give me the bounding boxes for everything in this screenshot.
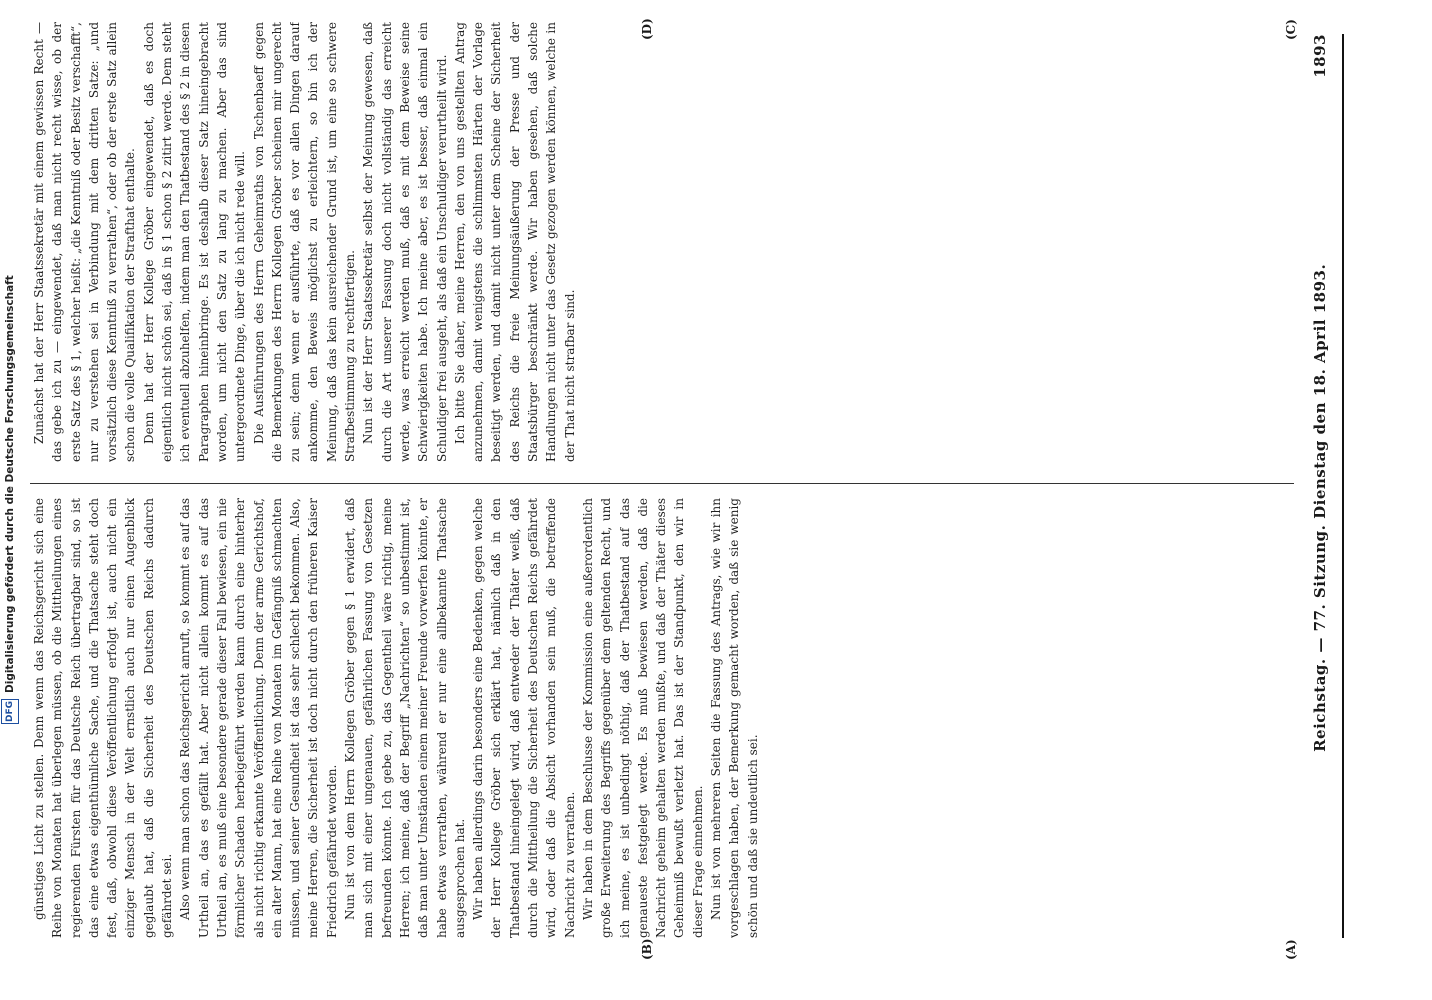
paragraph: Die Ausführungen des Herrn Geheimraths von Tschenbaeff gegen die Bemerkungen des Herrn Kollegen Gröber scheinen mir ungerecht zu sein; denn wenn er ausführte, daß es vor allen Dingen darauf ankomme, den Beweis möglichst zu erleichtern, so bin ich der Meinung, daß das kein ausreichender Grund ist, um eine so schwere Strafbestimmung zu rechtfertigen. (251, 22, 358, 462)
digitization-credit-text: Digitalisierung gefördert durch die Deutsche Forschungsgemeinschaft (4, 275, 16, 694)
left-text-column (30, 498, 1294, 938)
paragraph: Zunächst hat der Herr Staatssekretär mit einem gewissen Recht — das gebe ich zu — eingewendet, daß man nicht recht wisse, ob der erste Satz des § 1, welcher heißt: „die Kenntniß oder Besitz verschafft“, nur zu verstehen sei in Verbindung mit dem dritten Satze: „und vorsätzlich diese Kenntniß zu verrathen“, oder ob der erste Satz allein schon die volle Qualifikation der Strafthat enthalte. (32, 22, 138, 462)
header-rule (1342, 34, 1344, 938)
paragraph: Denn hat der Herr Kollege Gröber eingewendet, daß es doch eigentlich nicht schön sei, daß in § 1 schon § 2 zitirt werde. Dem steht ich eventuell abzuhelfen, indem man den Thatbestand des § 2 in diesen Paragraphen hineinbringe. Es ist deshalb dieser Satz hineingebracht worden, um nicht den Satz zu lang zu machen. Aber das sind untergeordnete Dinge, über die ich nicht rede will. (141, 22, 248, 462)
page-header (1300, 34, 1340, 938)
right-text-column (30, 22, 1294, 462)
margin-marker-c: (C) (1284, 19, 1298, 40)
page-number: 1893 (1311, 34, 1329, 78)
margin-marker-b: (B) (640, 938, 654, 960)
dfg-logo: DFG (1, 699, 19, 724)
paragraph: Wir haben allerdings darin besonders eine Bedenken, gegen welche der Herr Kollege Gröber sich erklärt hat, nämlich daß in den Thatbestand hineingelegt wird, daß entweder der Thäter weiß, daß durch die Mittheilung die Sicherheit des Deutschen Reichs gefährdet wird, oder daß die Absicht vorhanden sein muß, die betreffende Nachricht zu verrathen. (471, 498, 577, 938)
column-divider (30, 483, 1294, 484)
margin-marker-d: (D) (640, 18, 654, 40)
paragraph: günstiges Licht zu stellen. Denn wenn das Reichsgericht sich eine Reihe von Monaten hat überlegen müssen, ob die Mittheilungen eines regierenden Fürsten für das Deutsche Reich übertragbar sind, so ist das eine etwas eigenthümliche Sache, und die Thatsache steht doch fest, daß, obwohl diese Veröffentlichung erfolgt ist, auch nicht ein einziger Mensch in der Welt ernstlich auch nur einen Augenblick geglaubt hat, daß die Sicherheit des Deutschen Reichs dadurch gefährdet sei. (32, 498, 175, 938)
page-header-title: Reichstag. — 77. Sitzung. Dienstag den 18. April 1893. (1311, 263, 1329, 752)
margin-marker-a: (A) (1284, 939, 1298, 960)
paragraph: Also wenn man schon das Reichsgericht anruft, so kommt es auf das Urtheil an, das es gefällt hat. Aber nicht allein kommt es auf das Urtheil an, es muß eine besondere gerade dieser Fall bewiesen, ein nie förmlicher Schaden herbeigeführt werden kann durch eine hinterher als nicht richtig erkannte Veröffentlichung. Denn der arme Gerichtshof, ein alter Mann, hat eine Reihe von Monaten im Gefängniß schmachten müssen, und seiner Gesundheit ist das sehr schlecht bekommen. Also, meine Herren, die Sicherheit ist doch nicht durch den früheren Kaiser Friedrich gefährdet worden. (178, 498, 339, 938)
paragraph: Nun ist von mehreren Seiten die Fassung des Antrags, wie wir ihn vorgeschlagen haben, der Bemerkung gemacht worden, daß sie wenig schön und daß sie undeutlich sei. (708, 498, 760, 938)
paragraph: Nun ist von dem Herrn Kollegen Gröber gegen § 1 erwidert, daß man sich mit einer ungenauen, gefährlichen Fassung von Gesetzen befreunden könnte. Ich gebe zu, das Gegentheil wäre richtig, meine Herren; ich meine, daß der Begriff „Nachrichten“ so unbestimmt ist, daß man unter Umständen einem meiner Freunde vorwerfen könnte, er habe etwas verrathen, während er nur eine allbekannte Thatsache ausgesprochen hat. (343, 498, 467, 938)
paragraph: Ich bitte Sie daher, meine Herren, den von uns gestellten Antrag anzunehmen, damit wenigstens die schlimmsten Härten der Vorlage beseitigt werden, und damit nicht unter dem Scheine der Sicherheit des Reichs die freie Meinungsäußerung der Presse und der Staatsbürger beschränkt werde. Wir haben gesehen, daß solche Handlungen nicht unter das Gesetz gezogen werden können, welche in der That nicht strafbar sind. (452, 22, 577, 462)
paragraph: Wir haben in dem Beschlusse der Kommission eine außerordentlich große Erweiterung des Begriffs gegenüber dem geltenden Recht, und ich meine, es ist unbedingt nöthig, daß der Thatbestand auf das genaueste festgelegt werde. Es muß bewiesen werden, daß die Nachricht geheim gehalten werden mußte, und daß der Thäter dieses Geheimniß bewußt verletzt hat. Das ist der Standpunkt, den wir in dieser Frage einnehmen. (580, 498, 705, 938)
paragraph: Nun ist der Herr Staatssekretär selbst der Meinung gewesen, daß durch die Art unserer Fassung doch nicht vollständig das erreicht werde, was erreicht werden muß, daß es mit dem Beweise seine Schwierigkeiten habe. Ich meine aber, es ist besser, daß einmal ein Schuldiger frei ausgeht, als daß ein Unschuldiger verurtheilt wird. (361, 22, 449, 462)
